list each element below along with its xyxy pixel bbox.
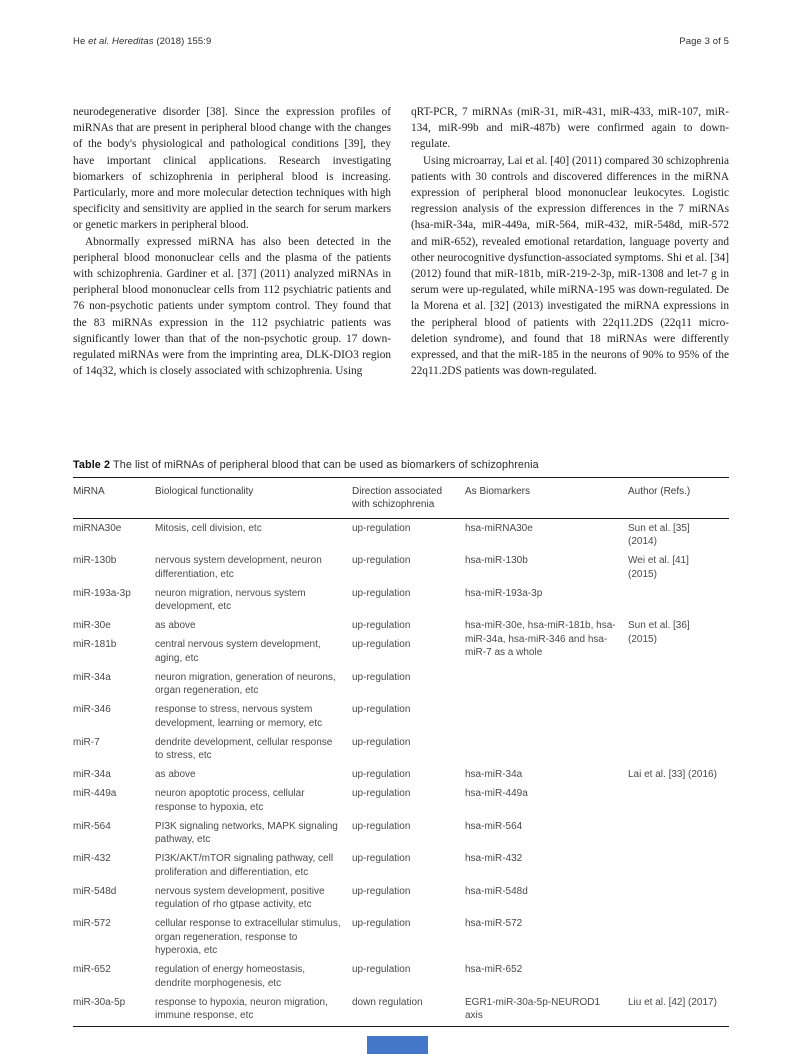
column-header-4: As Biomarkers: [465, 478, 628, 519]
cell-biomarker: hsa-miR-564: [465, 820, 523, 832]
running-header: [73, 36, 729, 47]
table-row: [73, 701, 729, 734]
cell-mirna: miR-30e: [73, 620, 111, 631]
cell-direction: up-regulation: [352, 522, 411, 534]
cell-biomarker: [465, 701, 628, 734]
page-number: Page 3 of 5: [679, 36, 729, 47]
cell-mirna: miR-30a-5p: [73, 996, 126, 1008]
viewer-loading-marker: [367, 1036, 428, 1054]
table-caption-label: Table 2: [73, 459, 111, 471]
cell-biological-functionality: as above: [155, 769, 196, 780]
cell-mirna: miR-130b: [73, 555, 117, 566]
cell-mirna: miR-193a-3p: [73, 587, 131, 599]
table-row: [73, 915, 729, 961]
journal-citation: He et al. Hereditas (2018) 155:9: [73, 36, 212, 47]
cell-author: Liu et al. [42] (2017): [628, 996, 717, 1008]
column-header-1: MiRNA: [73, 478, 155, 519]
mirna-biomarkers-table: [73, 477, 729, 1027]
cell-mirna: miR-564: [73, 820, 111, 832]
cell-direction: up-regulation: [352, 671, 411, 683]
cell-author: [628, 733, 729, 766]
article-column-left: [73, 104, 391, 379]
table-header-row: [73, 478, 729, 519]
table-row: [73, 552, 729, 585]
cell-direction: up-regulation: [352, 964, 411, 975]
cell-biological-functionality: nervous system development, positive regulation of rho gtpase activity, etc: [155, 885, 325, 910]
table-2-section: [73, 459, 729, 1027]
cell-direction: up-regulation: [352, 639, 411, 650]
cell-author: [628, 584, 729, 617]
cell-biomarker: hsa-miR-34a: [465, 769, 523, 780]
cell-direction: up-regulation: [352, 788, 411, 799]
cell-mirna: miR-572: [73, 918, 111, 929]
column-header-2: Biological functionality: [155, 478, 352, 519]
paragraph: neurodegenerative disorder [38]. Since the expression profiles of miRNAs that are present in peripheral blood change with the changes of the body's physiological and pathological conditions [39], they have important clinical applications. Research investigating biomarkers of schizophrenia in peripheral blood is increasing. Particularly, more and more molecular detection techniques with high specificity and sensitivity are applied in the search for serum markers or genetic markers in peripheral blood.: [73, 106, 391, 232]
cell-biological-functionality: as above: [155, 620, 196, 631]
cell-biological-functionality: regulation of energy homeostasis, dendrite morphogenesis, etc: [155, 964, 306, 989]
cell-biological-functionality: Mitosis, cell division, etc: [155, 522, 262, 534]
cell-biological-functionality: nervous system development, neuron differentiation, etc: [155, 555, 322, 580]
table-row: [73, 766, 729, 785]
cell-direction: up-regulation: [352, 704, 411, 715]
cell-direction: up-regulation: [352, 918, 411, 929]
cell-biomarker: [465, 668, 628, 701]
cell-mirna: miR-7: [73, 736, 100, 748]
article-column-right: [411, 104, 729, 379]
cell-biological-functionality: PI3K/AKT/mTOR signaling pathway, cell proliferation and differentiation, etc: [155, 853, 334, 878]
cell-direction: up-regulation: [352, 853, 411, 864]
cell-author: Wei et al. [41] (2015): [628, 555, 689, 580]
cell-biomarker: hsa-miR-652: [465, 964, 523, 975]
cell-author: [628, 701, 729, 734]
table-row: [73, 993, 729, 1026]
cell-author: Sun et al. [35] (2014): [628, 522, 690, 547]
cell-direction: up-regulation: [352, 620, 411, 631]
cell-author: [628, 882, 729, 915]
cell-biomarker: hsa-miR-432: [465, 853, 523, 864]
cell-biological-functionality: response to stress, nervous system development, learning or memory, etc: [155, 704, 323, 729]
paragraph: Using microarray, Lai et al. [40] (2011) compared 30 schizophrenia patients with 30 controls and discovered differences in the miRNA expression of peripheral blood mononuclear leukocytes. Logistic regression analysis of the expression differences in the 7 miRNAs (hsa-miR-34a, miR-449a, miR-564, miR-432, miR-548d, miR-572 and miR-652), revealed emotional retardation, language poverty and other neurocognitive dysfunction-associated symptoms. Shi et al. [34] (2012) found that miR-181b, miR-219-2-3p, miR-1308 and let-7 g in serum were up-regulated, while miRNA-195 was down-regulated. De la Morena et al. [32] (2013) investigated the miRNA expressions in the peripheral blood of patients with 22q11.2DS (22q11 micro-deletion syndrome), and found that 18 miRNAs were differently expressed, and that the miR-185 in the neurons of 90% to 95% of the 22q11.2DS patients was down-regulated.: [411, 154, 729, 378]
column-header-5: Author (Refs.): [628, 478, 729, 519]
cell-biological-functionality: PI3K signaling networks, MAPK signaling pathway, etc: [155, 820, 338, 845]
table-row: [73, 882, 729, 915]
cell-biological-functionality: neuron apoptotic process, cellular response to hypoxia, etc: [155, 788, 305, 813]
cell-mirna: miR-449a: [73, 788, 117, 799]
paragraph: qRT-PCR, 7 miRNAs (miR-31, miR-431, miR-433, miR-107, miR-134, miR-99b and miR-487b) were confirmed again to down-regulate.: [411, 106, 729, 151]
table-row: [73, 961, 729, 994]
table-row: [73, 817, 729, 850]
cell-biological-functionality: central nervous system development, aging, etc: [155, 639, 321, 664]
table-caption: [73, 459, 729, 471]
cell-mirna: miR-432: [73, 853, 111, 864]
cell-direction: up-regulation: [352, 769, 411, 780]
cell-direction: up-regulation: [352, 820, 411, 832]
cell-mirna: miR-548d: [73, 885, 117, 897]
cell-author: [628, 915, 729, 961]
table-row: [73, 519, 729, 552]
cell-author: [628, 668, 729, 701]
cell-mirna: miRNA30e: [73, 522, 122, 534]
cell-direction: up-regulation: [352, 587, 411, 599]
cell-author: [628, 817, 729, 850]
cell-mirna: miR-346: [73, 704, 111, 715]
cell-biomarker: [465, 733, 628, 766]
cell-biomarker: hsa-miR-548d: [465, 885, 528, 897]
cell-author: [628, 850, 729, 883]
cell-direction: down regulation: [352, 996, 423, 1008]
cell-biomarker: hsa-miR-449a: [465, 788, 528, 799]
table-row: [73, 617, 729, 636]
cell-biomarker: hsa-miRNA30e: [465, 522, 533, 534]
cell-author: [628, 785, 729, 818]
cell-author: Sun et al. [36] (2015): [628, 620, 690, 645]
cell-mirna: miR-34a: [73, 769, 111, 780]
cell-author: [628, 961, 729, 994]
table-row: [73, 584, 729, 617]
table-caption-text: The list of miRNAs of peripheral blood that can be used as biomarkers of schizophrenia: [110, 459, 539, 471]
cell-mirna: miR-34a: [73, 671, 111, 683]
article-body: [73, 104, 729, 379]
cell-biomarker: hsa-miR-130b: [465, 555, 528, 566]
cell-biological-functionality: cellular response to extracellular stimulus, organ regeneration, response to hyperoxia, etc: [155, 918, 341, 956]
cell-biological-functionality: response to hypoxia, neuron migration, immune response, etc: [155, 996, 328, 1021]
paragraph: Abnormally expressed miRNA has also been detected in the peripheral blood mononuclear cells and the plasma of the patients with schizophrenia. Gardiner et al. [37] (2011) analyzed miRNAs in peripheral blood mononuclear cells from 112 psychiatric patients and 76 non-psychotic patients under symptom control. They found that the 83 miRNAs expression in the 112 psychiatric patients was significantly lower than that of the non-psychotic group. 17 down-regulated miRNAs were from the imprinting area, DLK-DIO3 region of 14q32, which is closely associated with schizophrenia. Using: [73, 235, 391, 378]
table-row: [73, 850, 729, 883]
cell-biological-functionality: neuron migration, generation of neurons, organ regeneration, etc: [155, 671, 336, 696]
cell-biological-functionality: dendrite development, cellular response to stress, etc: [155, 736, 333, 761]
table-row: [73, 785, 729, 818]
cell-biological-functionality: neuron migration, nervous system development, etc: [155, 587, 306, 612]
table-row: [73, 668, 729, 701]
cell-mirna: miR-181b: [73, 639, 117, 650]
cell-author: Lai et al. [33] (2016): [628, 769, 717, 780]
cell-biomarker: hsa-miR-572: [465, 918, 523, 929]
cell-biomarker: hsa-miR-193a-3p: [465, 587, 543, 599]
cell-mirna: miR-652: [73, 964, 111, 975]
table-row: [73, 733, 729, 766]
cell-direction: up-regulation: [352, 555, 411, 566]
cell-biomarker: hsa-miR-30e, hsa-miR-181b, hsa-miR-34a, hsa-miR-346 and hsa-miR-7 as a whole: [465, 620, 616, 658]
column-header-3: Direction associated with schizophrenia: [352, 478, 465, 519]
cell-direction: up-regulation: [352, 736, 411, 748]
cell-direction: up-regulation: [352, 885, 411, 897]
cell-biomarker: EGR1-miR-30a-5p-NEUROD1 axis: [465, 996, 601, 1021]
